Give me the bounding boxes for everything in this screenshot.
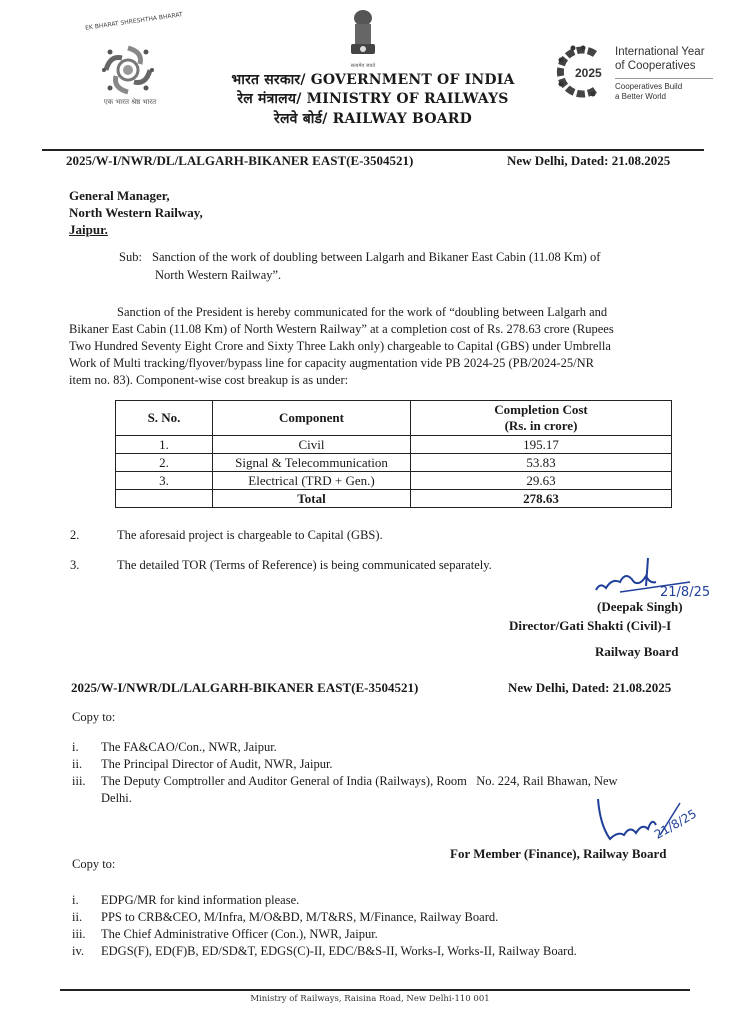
table-header-row <box>116 401 672 436</box>
reference-number: 2025/W-I/NWR/DL/LALGARH-BIKANER EAST(E-3504521) <box>66 153 414 168</box>
table-total-row <box>116 490 672 508</box>
row-component: Signal & Telecommunication <box>213 454 411 472</box>
signature-deepak-singh <box>590 552 730 602</box>
iyc-title-line1: International Year <box>615 46 705 58</box>
member-finance-title: For Member (Finance), Railway Board <box>450 846 667 861</box>
row-sno: 1. <box>116 436 213 454</box>
letter-date: New Delhi, Dated: 21.08.2025 <box>507 153 671 168</box>
copy1-item-number: i. <box>72 740 79 754</box>
header-line-government: भारत सरकार/ GOVERNMENT OF INDIA <box>231 72 515 88</box>
signatory-office: Railway Board <box>595 644 679 659</box>
row-sno: 3. <box>116 472 213 490</box>
copy1-item-number: ii. <box>72 757 83 771</box>
signatory-designation: Director/Gati Shakti (Civil)-I <box>509 618 672 633</box>
total-label: Total <box>213 490 411 508</box>
row-cost: 53.83 <box>411 454 672 472</box>
header-line-ministry: रेल मंत्रालय/ MINISTRY OF RAILWAYS <box>237 91 509 107</box>
row-sno: 2. <box>116 454 213 472</box>
copy1-item-text: The FA&CAO/Con., NWR, Jaipur. <box>101 740 277 754</box>
body-line5: item no. 83). Component-wise cost breakup is as under: <box>69 373 349 387</box>
table-row <box>116 436 672 454</box>
ashoka-lion-emblem-icon <box>345 8 381 64</box>
body-line4: Work of Multi tracking/flyover/bypass line for capacity augmentation vide PB 2024-25 (PB/2024-25/NR <box>69 356 594 370</box>
copy2-item-text: PPS to CRB&CEO, M/Infra, M/O&BD, M/T&RS, M/Finance, Railway Board. <box>101 910 499 924</box>
copy-to-label-2: Copy to: <box>72 857 116 871</box>
header-cost-unit: (Rs. in crore) <box>504 418 578 433</box>
emblem-motto: सत्यमेव जयते <box>350 63 376 69</box>
cost-breakup-table <box>115 400 672 508</box>
addressee-line3: Jaipur. <box>69 222 108 237</box>
footer-divider <box>60 989 690 991</box>
row-cost: 29.63 <box>411 472 672 490</box>
copy2-item-number: i. <box>72 893 79 907</box>
header-component: Component <box>213 401 411 436</box>
copy2-item-text: EDPG/MR for kind information please. <box>101 893 300 907</box>
body-line1: Sanction of the President is hereby communicated for the work of “doubling between Lalgarh and <box>117 305 608 319</box>
point-3-text: The detailed TOR (Terms of Reference) is being communicated separately. <box>117 558 492 572</box>
subject-line1: Sanction of the work of doubling between Lalgarh and Bikaner East Cabin (11.08 Km) of <box>152 250 601 264</box>
signatory-name: (Deepak Singh) <box>597 599 683 614</box>
subject-label: Sub: <box>119 250 142 264</box>
iyc-year: 2025 <box>575 66 602 80</box>
header-divider <box>42 149 704 151</box>
handwritten-signature-icon <box>590 552 730 602</box>
iyc-tagline-line2: a Better World <box>615 92 666 101</box>
subject-line2: North Western Railway”. <box>155 268 282 282</box>
point-2-number: 2. <box>70 528 80 542</box>
body-line2: Bikaner East Cabin (11.08 Km) of North Western Railway” at a completion cost of Rs. 278.63 crore (Rupees <box>69 322 614 336</box>
copy-date: New Delhi, Dated: 21.08.2025 <box>508 680 672 695</box>
row-component: Civil <box>213 436 411 454</box>
handwritten-signature-icon <box>590 795 710 850</box>
total-value: 278.63 <box>411 490 672 508</box>
point-3-number: 3. <box>70 558 80 572</box>
table-row <box>116 454 672 472</box>
ek-bharat-logo-text: EK BHARAT SHRESHTHA BHARAT <box>84 11 184 32</box>
ek-bharat-logo-hindi: एक भारत श्रेष्ठ भारत <box>103 98 157 106</box>
addressee-line2: North Western Railway, <box>69 205 203 220</box>
point-2-text: The aforesaid project is chargeable to Capital (GBS). <box>117 528 383 542</box>
copy1-item-text: The Principal Director of Audit, NWR, Jaipur. <box>101 757 333 771</box>
addressee-line1: General Manager, <box>69 188 170 203</box>
table-row <box>116 472 672 490</box>
signature-date: 21/8/25 <box>660 585 711 600</box>
iyc-2025-logo <box>553 40 723 110</box>
total-sno-empty <box>116 490 213 508</box>
row-cost: 195.17 <box>411 436 672 454</box>
header-cost-label: Completion Cost <box>494 402 588 417</box>
iyc-divider <box>615 78 713 79</box>
header-sno: S. No. <box>116 401 213 436</box>
signature-date: 21/8/25 <box>651 806 699 842</box>
national-emblem <box>345 8 381 64</box>
header-completion-cost <box>411 401 672 436</box>
copy2-item-number: ii. <box>72 910 83 924</box>
copy1-item-number: iii. <box>72 774 86 788</box>
body-line3: Two Hundred Seventy Eight Crore and Sixty Three Lakh only) chargeable to Capital (GBS) under Umbrella <box>69 339 611 353</box>
signature-member-finance <box>590 795 710 850</box>
row-component: Electrical (TRD + Gen.) <box>213 472 411 490</box>
iyc-title-line2: of Cooperatives <box>615 60 696 72</box>
header-line-board: रेलवे बोर्ड/ RAILWAY BOARD <box>274 111 472 127</box>
copy2-item-text: The Chief Administrative Officer (Con.), NWR, Jaipur. <box>101 927 378 941</box>
footer-address: Ministry of Railways, Raisina Road, New Delhi-110 001 <box>250 994 490 1004</box>
copy2-item-number: iv. <box>72 944 85 958</box>
copy2-item-text: EDGS(F), ED(F)B, ED/SD&T, EDGS(C)-II, EDC/B&S-II, Works-I, Works-II, Railway Board. <box>101 944 577 958</box>
copy1-item-text: The Deputy Comptroller and Auditor General of India (Railways), Room No. 224, Rail Bhawan, New <box>101 774 618 788</box>
copy1-item-text-cont: Delhi. <box>101 791 132 805</box>
copy-reference-number: 2025/W-I/NWR/DL/LALGARH-BIKANER EAST(E-3504521) <box>71 680 419 695</box>
copy2-item-number: iii. <box>72 927 86 941</box>
iyc-tagline-line1: Cooperatives Build <box>615 82 683 91</box>
copy-to-label-1: Copy to: <box>72 710 116 724</box>
